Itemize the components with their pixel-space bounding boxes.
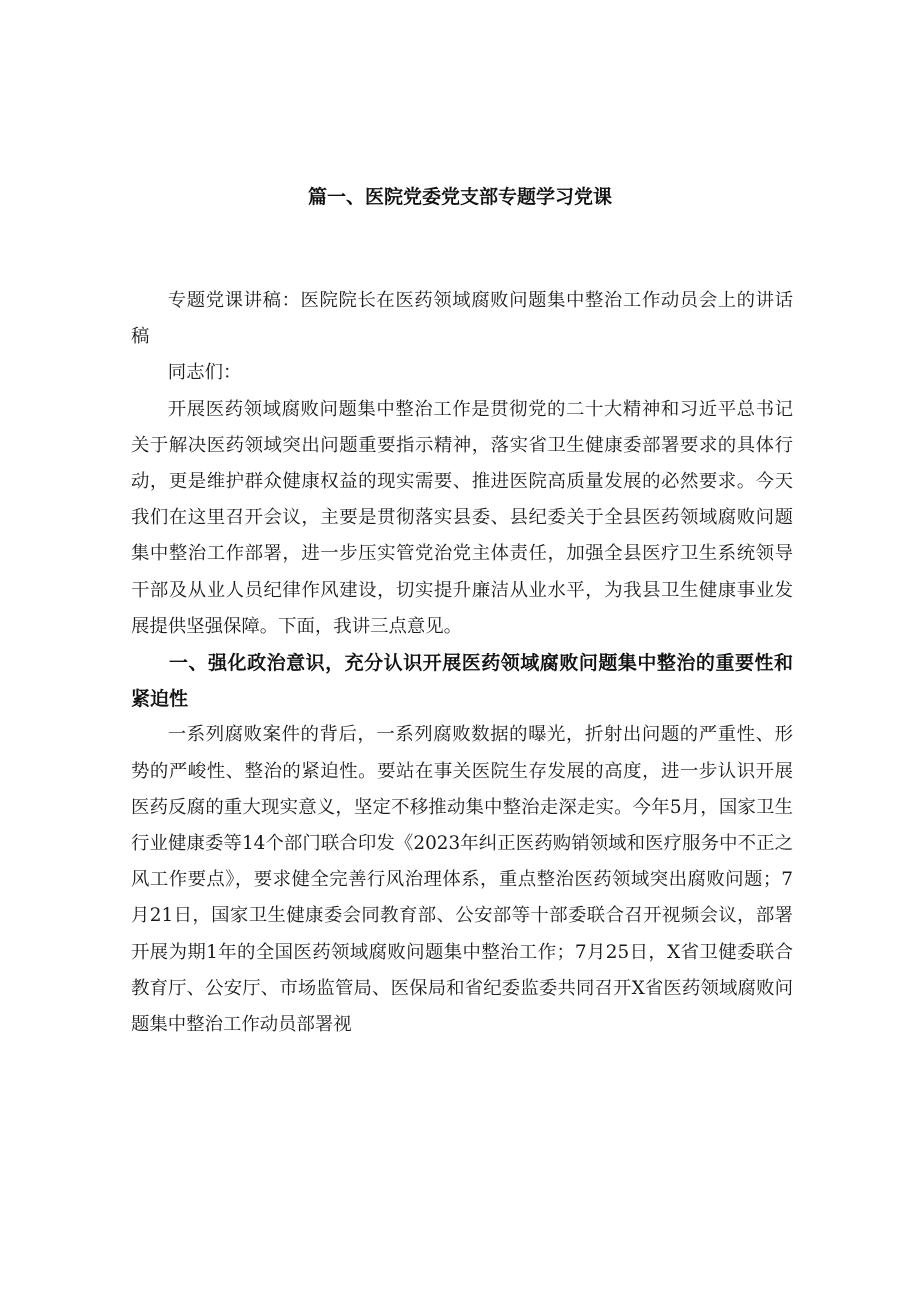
paragraph-salutation: 同志们： bbox=[167, 362, 242, 384]
paragraph-section-1: 一系列腐败案件的背后，一系列腐败数据的曝光，折射出问题的严重性、形势的严峻性、整治的紧迫性。要站在事关医院生存发展的高度，进一步认识开展医药反腐的重大现实意义，坚定不移推动集中整治走深走实。今年5月，国家卫生行业健康委等14个部门联合印发《2023年纠正医药购销领域和医疗服务中不正之风工作要点》，要求健全完善行风治理体系，重点整治医药领域突出腐败问题；7月21日，国家卫生健康委会同教育部、公安部等十部委联合召开视频会议，部署开展为期1年的全国医药领域腐败问题集中整治工作；7月25日，X省卫健委联合教育厅、公安厅、市场监管局、医保局和省纪委监委共同召开X省医药领域腐败问题集中整治工作动员部署视 bbox=[131, 724, 793, 1036]
document-title: 篇一、医院党委党支部专题学习党课 bbox=[307, 186, 612, 208]
paragraph-intro: 开展医药领域腐败问题集中整治工作是贯彻党的二十大精神和习近平总书记关于解决医药领域突出问题重要指示精神，落实省卫生健康委部署要求的具体行动，更是维护群众健康权益的现实需要、推进医院高质量发展的必然要求。今天我们在这里召开会议，主要是贯彻落实县委、县纪委关于全县医药领域腐败问题集中整治工作部署，进一步压实管党治党主体责任，加强全县医疗卫生系统领导干部及从业人员纪律作风建设，切实提升廉洁从业水平，为我县卫生健康事业发展提供坚强保障。下面，我讲三点意见。 bbox=[131, 398, 793, 637]
document-body bbox=[131, 283, 793, 1043]
paragraph-subtitle: 专题党课讲稿：医院院长在医药领域腐败问题集中整治工作动员会上的讲话稿 bbox=[131, 290, 793, 348]
section-heading-1: 一、强化政治意识，充分认识开展医药领域腐败问题集中整治的重要性和紧迫性 bbox=[131, 652, 793, 711]
